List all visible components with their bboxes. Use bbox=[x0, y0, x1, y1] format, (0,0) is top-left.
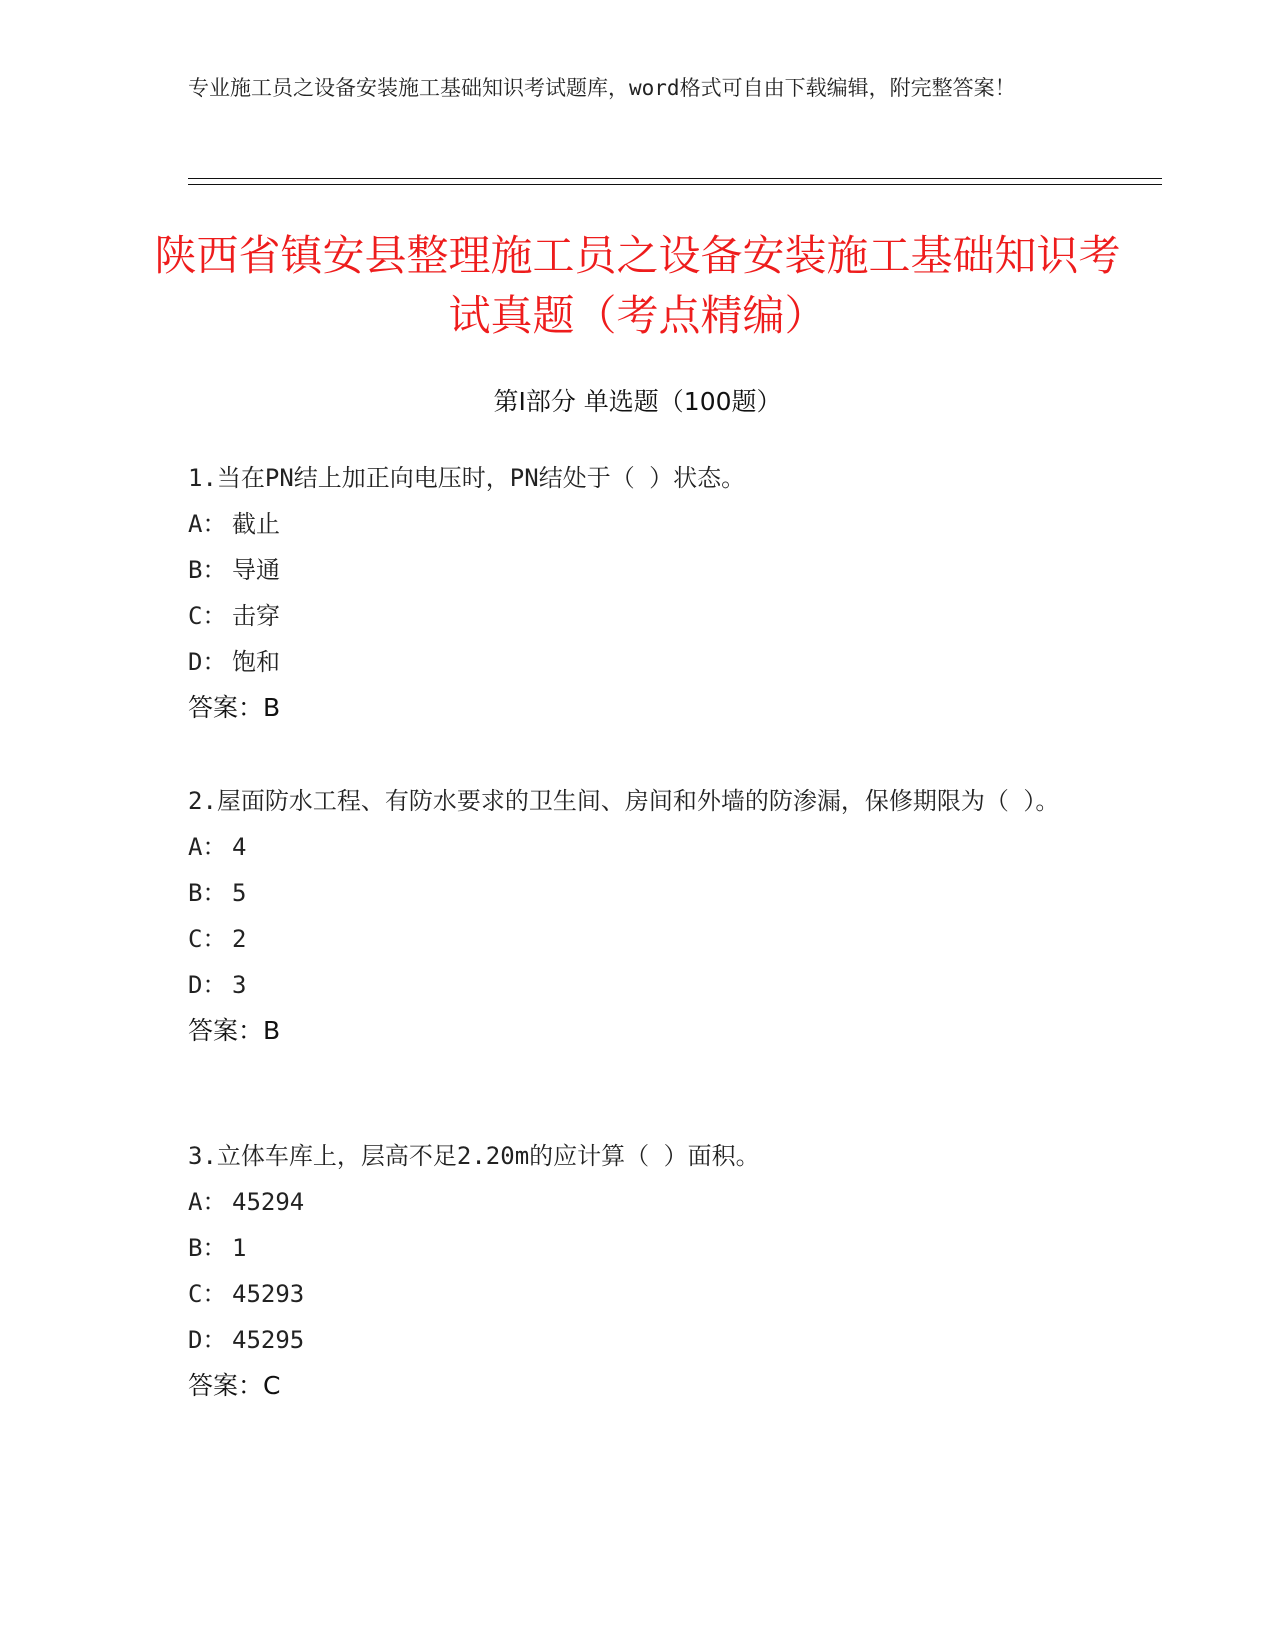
option-a[interactable] bbox=[188, 1179, 1068, 1225]
option-d[interactable] bbox=[188, 639, 1068, 685]
option-text: 击穿 bbox=[232, 602, 280, 630]
option-a[interactable] bbox=[188, 824, 1068, 870]
document-title: 陕西省镇安县整理施工员之设备安装施工基础知识考试真题（考点精编） bbox=[154, 231, 1121, 340]
option-b[interactable] bbox=[188, 870, 1068, 916]
header-divider-bottom bbox=[188, 184, 1162, 185]
question-2 bbox=[188, 778, 1068, 1054]
option-text: 5 bbox=[232, 879, 247, 907]
question-stem: 2.屋面防水工程、有防水要求的卫生间、房间和外墙的防渗漏，保修期限为（ ）。 bbox=[188, 787, 1060, 815]
option-a[interactable] bbox=[188, 501, 1068, 547]
option-b[interactable] bbox=[188, 547, 1068, 593]
option-letter: D： bbox=[188, 971, 227, 999]
question-3 bbox=[188, 1133, 1068, 1409]
option-text: 45294 bbox=[232, 1188, 305, 1216]
header-divider-top bbox=[188, 178, 1162, 179]
option-text: 2 bbox=[232, 925, 247, 953]
option-d[interactable] bbox=[188, 1317, 1068, 1363]
option-letter: B： bbox=[188, 1234, 227, 1262]
question-1 bbox=[188, 455, 1068, 731]
option-text: 导通 bbox=[232, 556, 280, 584]
option-c[interactable] bbox=[188, 1271, 1068, 1317]
option-d[interactable] bbox=[188, 962, 1068, 1008]
option-letter: A： bbox=[188, 833, 227, 861]
answer-label: 答案：C bbox=[188, 1371, 281, 1400]
option-letter: A： bbox=[188, 510, 227, 538]
option-letter: D： bbox=[188, 1326, 227, 1354]
option-text: 1 bbox=[232, 1234, 247, 1262]
option-letter: C： bbox=[188, 602, 227, 630]
option-letter: B： bbox=[188, 879, 227, 907]
question-stem: 1.当在PN结上加正向电压时，PN结处于（ ）状态。 bbox=[188, 464, 746, 492]
option-text: 4 bbox=[232, 833, 247, 861]
option-text: 45295 bbox=[232, 1326, 305, 1354]
option-letter: D： bbox=[188, 648, 227, 676]
option-letter: B： bbox=[188, 556, 227, 584]
option-b[interactable] bbox=[188, 1225, 1068, 1271]
section-heading: 第Ⅰ部分 单选题（100题） bbox=[493, 387, 782, 416]
option-letter: C： bbox=[188, 1280, 227, 1308]
option-c[interactable] bbox=[188, 916, 1068, 962]
option-text: 3 bbox=[232, 971, 247, 999]
question-stem: 3.立体车库上，层高不足2.20m的应计算（ ）面积。 bbox=[188, 1142, 760, 1170]
option-text: 45293 bbox=[232, 1280, 305, 1308]
option-letter: C： bbox=[188, 925, 227, 953]
answer-label: 答案：B bbox=[188, 1016, 281, 1045]
option-text: 饱和 bbox=[232, 648, 280, 676]
option-text: 截止 bbox=[232, 510, 280, 538]
option-letter: A： bbox=[188, 1188, 227, 1216]
option-c[interactable] bbox=[188, 593, 1068, 639]
header-note: 专业施工员之设备安装施工基础知识考试题库，word格式可自由下载编辑，附完整答案！ bbox=[188, 76, 1016, 100]
answer-label: 答案：B bbox=[188, 693, 281, 722]
